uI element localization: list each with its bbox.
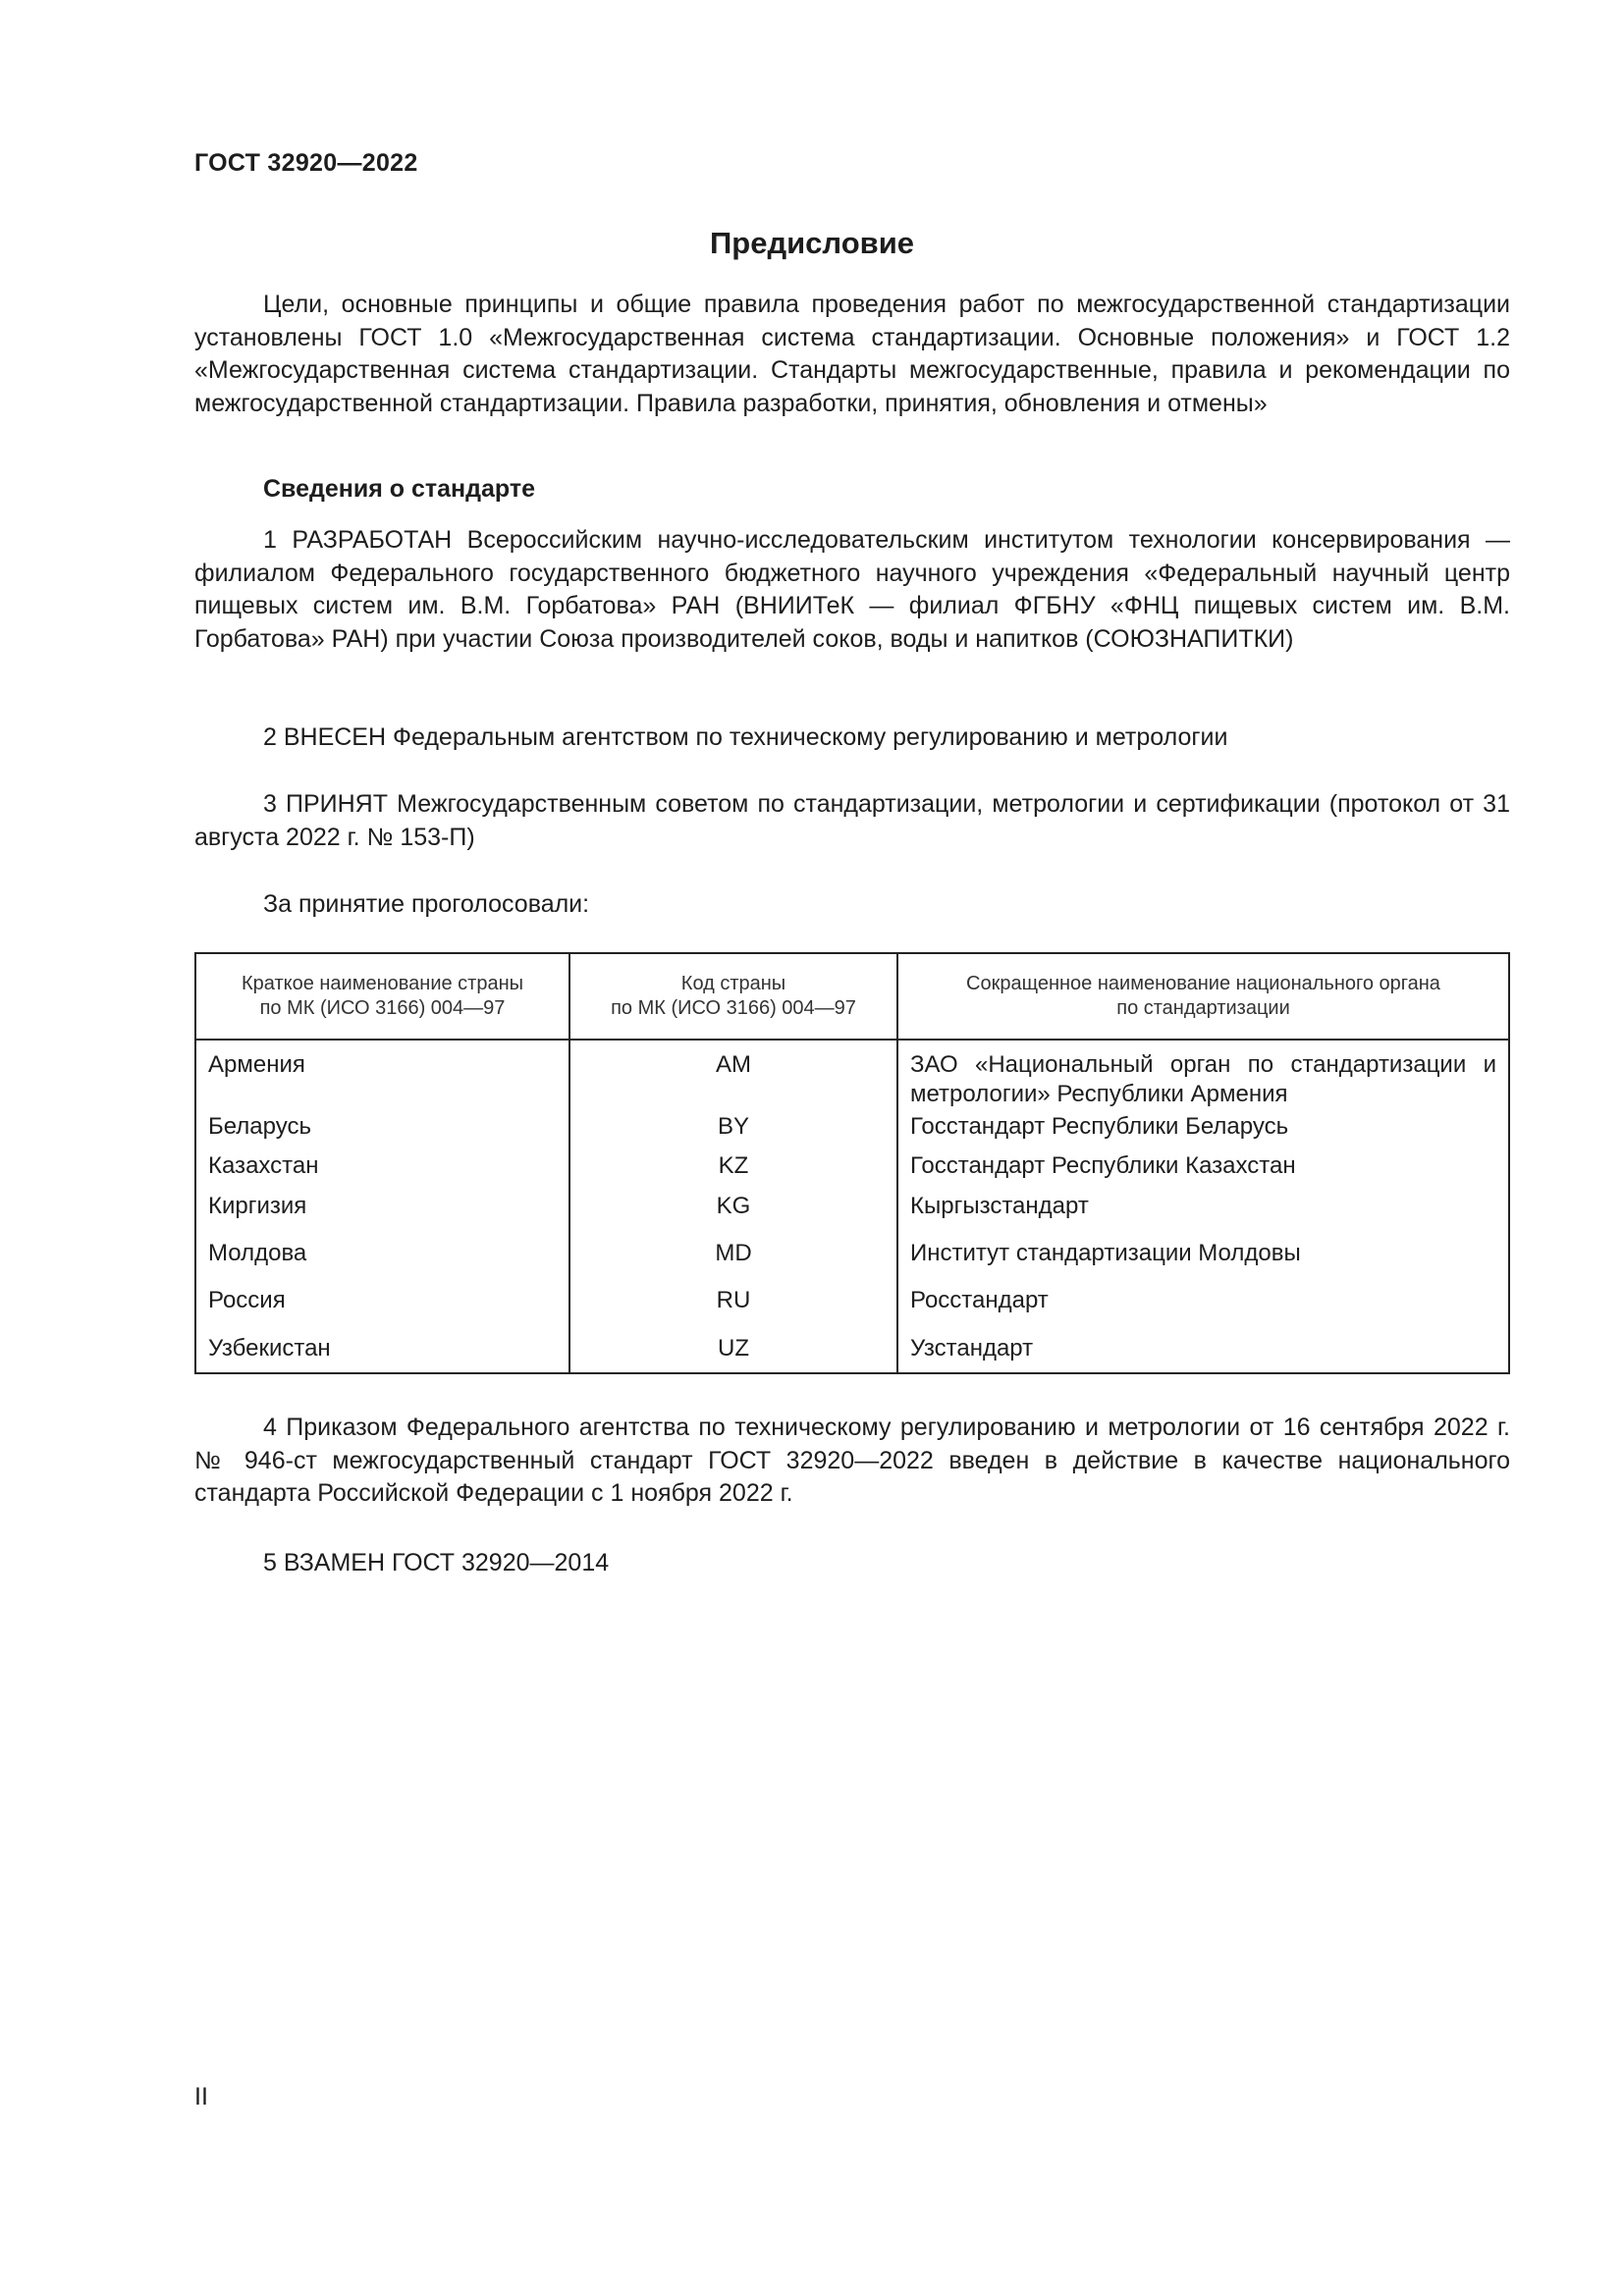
header-country bbox=[195, 953, 569, 1040]
cell-code: RU bbox=[569, 1286, 897, 1334]
document-code-header: ГОСТ 32920—2022 bbox=[194, 149, 418, 177]
cell-org: Госстандарт Республики Казахстан bbox=[897, 1151, 1509, 1192]
cell-country: Беларусь bbox=[195, 1112, 569, 1151]
cell-org: Росстандарт bbox=[897, 1286, 1509, 1334]
header-code-line2: по МК (ИСО 3166) 004—97 bbox=[611, 997, 856, 1019]
header-country-line1: Краткое наименование страны bbox=[241, 973, 524, 994]
item-introduced: 2 ВНЕСЕН Федеральным агентством по техническому регулированию и метрологии bbox=[263, 723, 1228, 751]
cell-org: Узстандарт bbox=[897, 1334, 1509, 1373]
table-row bbox=[195, 1286, 1509, 1334]
cell-country: Узбекистан bbox=[195, 1334, 569, 1373]
cell-code: KZ bbox=[569, 1151, 897, 1192]
cell-code: BY bbox=[569, 1112, 897, 1151]
page-number: II bbox=[194, 2083, 208, 2110]
table-header-row bbox=[195, 953, 1509, 1040]
table-row bbox=[195, 1239, 1509, 1286]
cell-code: UZ bbox=[569, 1334, 897, 1373]
item-developed: 1 РАЗРАБОТАН Всероссийским научно-исследовательским институтом технологии консервирования — филиалом Федерального государственного бюджетного научного учреждения «Федеральный научный центр пищевых систем им. В.М. Горбатова» РАН (ВНИИТеК — филиал ФГБНУ «ФНЦ пищевых систем им. В.М. Горбатова» РАН) при участии Союза производителей соков, воды и напитков (СОЮЗНАПИТКИ) bbox=[194, 526, 1510, 653]
table-row bbox=[195, 1151, 1509, 1192]
table-row bbox=[195, 1334, 1509, 1373]
cell-org: Госстандарт Республики Беларусь bbox=[897, 1112, 1509, 1151]
cell-org: Кыргызстандарт bbox=[897, 1192, 1509, 1239]
info-heading: Сведения о стандарте bbox=[263, 475, 536, 503]
item-adopted: 3 ПРИНЯТ Межгосударственным советом по стандартизации, метрологии и сертификации (протокол от 31 августа 2022 г. № 153-П) bbox=[194, 790, 1510, 851]
cell-code: AM bbox=[569, 1040, 897, 1112]
cell-org: Институт стандартизации Молдовы bbox=[897, 1239, 1509, 1286]
voting-table bbox=[194, 952, 1510, 1374]
table-row bbox=[195, 1112, 1509, 1151]
cell-country: Киргизия bbox=[195, 1192, 569, 1239]
header-org bbox=[897, 953, 1509, 1040]
cell-country: Молдова bbox=[195, 1239, 569, 1286]
item-enacted: 4 Приказом Федерального агентства по техническому регулированию и метрологии от 16 сентября 2022 г. № 946-ст межгосударственный стандарт ГОСТ 32920—2022 введен в действие в качестве национального стандарта Российской Федерации с 1 ноября 2022 г. bbox=[194, 1414, 1510, 1507]
header-org-line1: Сокращенное наименование национального органа bbox=[966, 973, 1440, 994]
cell-org: ЗАО «Национальный орган по стандартизации и метрологии» Республики Армения bbox=[897, 1040, 1509, 1112]
header-country-line2: по МК (ИСО 3166) 004—97 bbox=[259, 997, 506, 1019]
cell-country: Россия bbox=[195, 1286, 569, 1334]
intro-paragraph: Цели, основные принципы и общие правила проведения работ по межгосударственной стандартизации установлены ГОСТ 1.0 «Межгосударственная система стандартизации. Основные положения» и ГОСТ 1.2 «Межгосударственная система стандартизации. Стандарты межгосударственные, правила и рекомендации по межгосударственной стандартизации. Правила разработки, принятия, обновления и отмены» bbox=[194, 291, 1510, 417]
voted-label: За принятие проголосовали: bbox=[263, 890, 590, 918]
page-title: Предисловие bbox=[709, 226, 914, 260]
header-org-line2: по стандартизации bbox=[1116, 997, 1290, 1019]
cell-code: KG bbox=[569, 1192, 897, 1239]
table-row bbox=[195, 1192, 1509, 1239]
header-code-line1: Код страны bbox=[680, 973, 786, 994]
cell-country: Армения bbox=[195, 1040, 569, 1112]
item-replaces: 5 ВЗАМЕН ГОСТ 32920—2014 bbox=[263, 1549, 610, 1576]
cell-country: Казахстан bbox=[195, 1151, 569, 1192]
header-code bbox=[569, 953, 897, 1040]
cell-code: MD bbox=[569, 1239, 897, 1286]
table-row bbox=[195, 1040, 1509, 1112]
